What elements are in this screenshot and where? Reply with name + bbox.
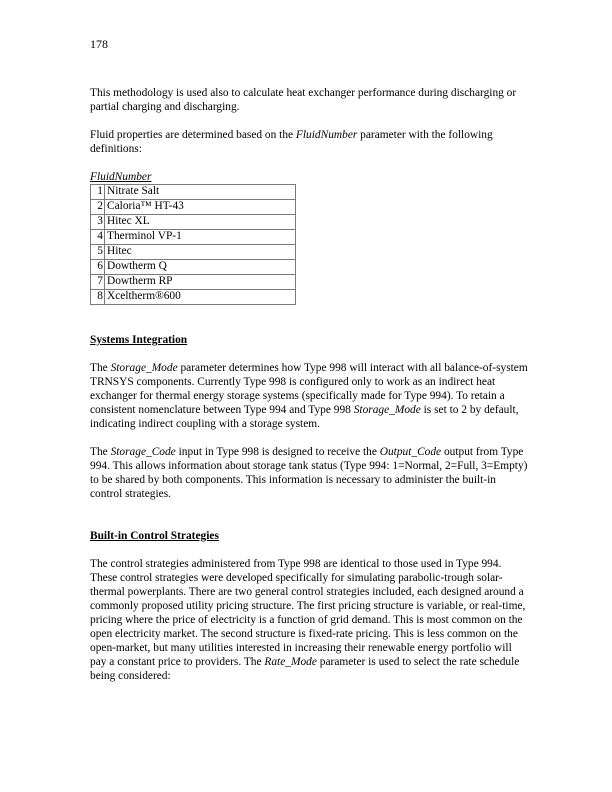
fluid-name: Caloria™ HT-43 xyxy=(105,200,296,215)
text-segment: The control strategies administered from Type 998 are identical to those used in Type 994. These control strategies were developed specifically for simulating parabolic-trough solar-thermal powerplants. There are two general control strategies included, each designed around a commonly proposed utility pricing structure. The first pricing structure is variable, or real-time, pricing where the price of electricity is a function of grid demand. This is most common on the open electricity market. The second structure is fixed-rate pricing. This is less common on the open-market, but many utilities interested in increasing their renewable energy portfolio will pay a constant price to providers. The xyxy=(90,558,526,668)
table-row xyxy=(91,275,296,290)
row-number: 1 xyxy=(91,185,105,200)
text-segment: The xyxy=(90,446,111,458)
table-row xyxy=(91,260,296,275)
table-row xyxy=(91,230,296,245)
param-storage-mode: Storage_Mode xyxy=(353,404,421,416)
fluid-name: Hitec XL xyxy=(105,215,296,230)
fluid-name: Dowtherm RP xyxy=(105,275,296,290)
text-segment: The xyxy=(90,362,111,374)
row-number: 7 xyxy=(91,275,105,290)
param-fluidnumber: FluidNumber xyxy=(295,129,358,141)
param-rate-mode: Rate_Mode xyxy=(264,656,317,668)
row-number: 4 xyxy=(91,230,105,245)
text-segment: parameter with the following definitions: xyxy=(90,129,493,155)
row-number: 2 xyxy=(91,200,105,215)
table-row xyxy=(91,290,296,305)
text-segment: parameter determines how Type 998 will interact with all balance-of-system TRNSYS components. Currently Type 998 is configured only to work as an indirect heat exchanger for thermal energy storage systems (specifically made for Type 994). To retain a consistent nomenclature between Type 994 and Type 998 xyxy=(90,362,528,416)
fluid-name: Dowtherm Q xyxy=(105,260,296,275)
fluid-name: Hitec xyxy=(105,245,296,260)
param-storage-mode: Storage_Mode xyxy=(110,362,178,374)
fluid-table xyxy=(90,184,296,305)
text-segment: parameter is used to select the rate schedule being considered: xyxy=(90,656,520,682)
row-number: 6 xyxy=(91,260,105,275)
page-content xyxy=(90,86,528,683)
row-number: 3 xyxy=(91,215,105,230)
fluid-table-label: FluidNumber xyxy=(90,171,152,183)
fluid-name: Therminol VP-1 xyxy=(105,230,296,245)
table-row xyxy=(91,245,296,260)
fluid-properties-paragraph xyxy=(90,128,528,156)
section-heading-systems-integration: Systems Integration xyxy=(90,334,188,346)
table-row xyxy=(91,200,296,215)
row-number: 8 xyxy=(91,290,105,305)
storage-code-paragraph xyxy=(90,445,528,501)
fluid-name: Xceltherm®600 xyxy=(105,290,296,305)
control-strategies-paragraph xyxy=(90,557,528,683)
table-row xyxy=(91,215,296,230)
fluid-name: Nitrate Salt xyxy=(105,185,296,200)
page-number: 178 xyxy=(90,37,108,51)
section-heading-control-strategies: Built-in Control Strategies xyxy=(90,530,219,542)
text-segment: output from Type 994. This allows information about storage tank status (Type 994: 1=Normal, 2=Full, 3=Empty) to be shared by both components. This information is necessary to administer the built-in control strategies. xyxy=(90,446,528,500)
storage-mode-paragraph xyxy=(90,361,528,431)
param-storage-code: Storage_Code xyxy=(110,446,176,458)
row-number: 5 xyxy=(91,245,105,260)
param-output-code: Output_Code xyxy=(379,446,442,458)
text-segment: Fluid properties are determined based on the xyxy=(90,129,296,141)
intro-paragraph: This methodology is used also to calculate heat exchanger performance during discharging or partial charging and discharging. xyxy=(90,87,517,113)
table-row xyxy=(91,185,296,200)
text-segment: input in Type 998 is designed to receive the xyxy=(175,446,380,458)
text-segment: is set to 2 by default, indicating indirect coupling with a storage system. xyxy=(90,404,519,430)
